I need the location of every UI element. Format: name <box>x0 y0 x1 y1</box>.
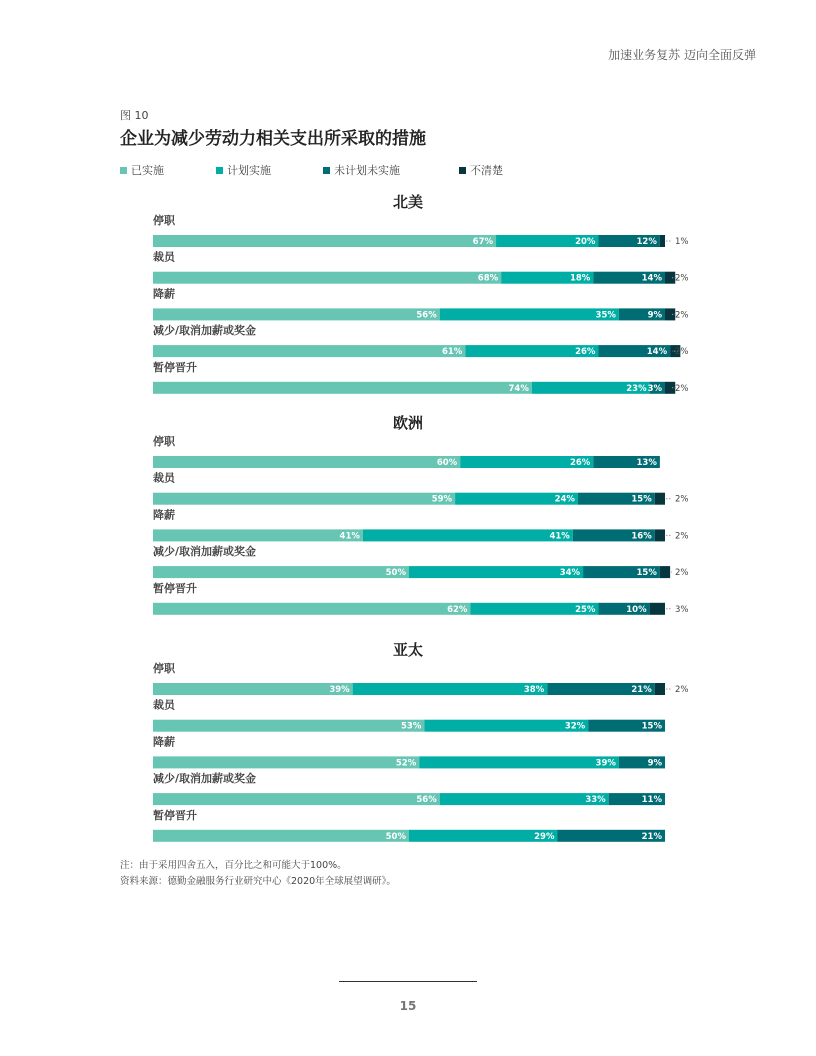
bar-segment-implemented <box>153 720 424 732</box>
data-label-implemented: 52% <box>395 758 417 769</box>
bar-segment-implemented <box>153 566 409 578</box>
data-label-implemented: 67% <box>472 237 494 247</box>
bar-segment-unsure <box>665 308 675 320</box>
data-label-planned: 25% <box>575 604 596 615</box>
bar-segment-implemented <box>153 830 409 842</box>
data-label-not-planned: 21% <box>641 831 662 842</box>
bar-segment-planned <box>440 793 609 805</box>
bar-segment-implemented <box>153 756 419 768</box>
category-label: 暂停晋升 <box>153 581 197 595</box>
footnote-source: 资料来源：德勤金融服务行业研究中心《2020年全球展望调研》。 <box>120 876 396 887</box>
data-label-implemented: 59% <box>431 494 453 505</box>
category-label: 暂停晋升 <box>153 808 197 822</box>
data-label-unsure: 2% <box>675 310 689 321</box>
data-label-not-planned: 13% <box>636 458 657 468</box>
bar-segment-implemented <box>153 272 501 284</box>
data-label-unsure: 2% <box>675 568 689 579</box>
bar-segment-implemented <box>153 793 440 805</box>
legend-label-not-planned: 未计划未实施 <box>334 164 400 177</box>
figure-number: 图 10 <box>120 109 149 122</box>
data-label-planned: 41% <box>549 531 570 542</box>
bar-segment-implemented <box>153 382 532 394</box>
bar-segment-planned <box>419 756 619 768</box>
data-label-implemented: 74% <box>508 383 529 394</box>
panel-title: 亚太 <box>392 641 424 659</box>
bar-segment-implemented <box>153 493 455 505</box>
footnote-rounding: 注：由于采用四舍五入，百分比之和可能大于100%。 <box>120 860 347 871</box>
data-label-planned: 26% <box>575 347 596 358</box>
data-label-not-planned: 9% <box>647 758 662 769</box>
data-label-planned: 18% <box>569 273 591 284</box>
bar-segment-planned <box>424 720 588 732</box>
data-label-planned: 23% <box>626 383 647 394</box>
data-label-unsure: 2% <box>675 685 689 695</box>
data-label-planned: 24% <box>554 494 575 505</box>
data-label-planned: 26% <box>569 458 591 468</box>
data-label-unsure: 2% <box>675 347 689 358</box>
bar-segment-unsure <box>665 272 675 284</box>
bar-segment-implemented <box>153 603 470 615</box>
panel-title: 北美 <box>392 193 424 211</box>
data-label-unsure: 3% <box>675 604 689 615</box>
data-label-implemented: 53% <box>401 721 422 732</box>
data-label-not-planned: 14% <box>641 273 662 284</box>
category-label: 停职 <box>153 214 175 227</box>
bar-segment-unsure <box>665 382 675 394</box>
running-header: 加速业务复苏 迈向全面反弹 <box>608 48 756 62</box>
category-label: 降薪 <box>153 287 175 301</box>
data-label-planned: 39% <box>595 758 616 769</box>
data-label-planned: 35% <box>595 310 616 321</box>
bar-segment-implemented <box>153 683 353 695</box>
data-label-implemented: 41% <box>339 531 360 542</box>
data-label-implemented: 62% <box>447 604 468 615</box>
panel-title: 欧洲 <box>392 414 424 432</box>
bar-segment-implemented <box>153 235 496 247</box>
category-label: 降薪 <box>153 735 175 749</box>
legend-label-planned: 计划实施 <box>227 164 271 177</box>
bar-segment-unsure <box>650 603 665 615</box>
data-label-not-planned: 15% <box>641 721 662 732</box>
data-label-planned: 32% <box>564 721 586 732</box>
bar-segment-unsure <box>655 493 665 505</box>
data-label-planned: 38% <box>523 685 545 695</box>
data-label-planned: 20% <box>575 237 596 247</box>
bar-segment-unsure <box>655 529 665 541</box>
data-label-implemented: 56% <box>416 795 437 806</box>
data-label-implemented: 61% <box>441 347 463 358</box>
category-label: 停职 <box>153 435 175 448</box>
data-label-unsure: 2% <box>675 494 689 505</box>
footer-rule <box>339 981 477 982</box>
category-label: 停职 <box>153 662 175 675</box>
category-label: 减少/取消加薪或奖金 <box>153 772 257 786</box>
category-label: 暂停晋升 <box>153 360 197 374</box>
page-number: 15 <box>399 999 417 1013</box>
legend-label-unsure: 不清楚 <box>470 164 503 177</box>
data-label-planned: 34% <box>559 568 581 579</box>
data-label-unsure: 2% <box>675 531 689 542</box>
data-label-implemented: 68% <box>477 273 499 284</box>
data-label-not-planned: 3% <box>647 383 662 394</box>
bar-segment-planned <box>409 566 583 578</box>
bar-segment-planned <box>440 308 619 320</box>
data-label-implemented: 56% <box>416 310 437 321</box>
footnotes <box>120 858 396 890</box>
bar-segment-planned <box>353 683 548 695</box>
bar-segment-unsure <box>655 683 665 695</box>
data-label-unsure: 2% <box>675 383 689 394</box>
category-label: 裁员 <box>153 698 175 712</box>
data-label-not-planned: 10% <box>626 604 647 615</box>
data-label-not-planned: 11% <box>641 795 662 806</box>
category-label: 减少/取消加薪或奖金 <box>153 324 257 338</box>
category-label: 裁员 <box>153 471 175 485</box>
data-label-not-planned: 12% <box>636 237 657 247</box>
category-label: 减少/取消加薪或奖金 <box>153 545 257 559</box>
figure-title: 企业为减少劳动力相关支出所采取的措施 <box>120 129 426 149</box>
bar-segment-implemented <box>153 456 460 468</box>
data-label-unsure: 2% <box>675 273 689 284</box>
data-label-implemented: 50% <box>385 568 406 579</box>
data-label-implemented: 39% <box>329 685 350 695</box>
bar-segment-unsure <box>660 235 665 247</box>
data-label-not-planned: 16% <box>631 531 652 542</box>
data-label-not-planned: 9% <box>647 310 662 321</box>
category-label: 降薪 <box>153 508 175 522</box>
data-label-not-planned: 14% <box>646 347 668 358</box>
category-label: 裁员 <box>153 250 175 264</box>
bar-segment-planned <box>363 529 573 541</box>
bar-segment-implemented <box>153 529 363 541</box>
bar-segment-implemented <box>153 345 465 357</box>
data-label-not-planned: 15% <box>636 568 657 579</box>
data-label-implemented: 60% <box>436 458 458 468</box>
bar-segment-implemented <box>153 308 440 320</box>
data-label-planned: 29% <box>534 831 555 842</box>
bar-segment-unsure <box>660 566 670 578</box>
data-label-not-planned: 21% <box>631 685 652 695</box>
legend-label-implemented: 已实施 <box>131 164 164 177</box>
data-label-unsure: 1% <box>675 237 689 247</box>
data-label-planned: 33% <box>585 795 606 806</box>
data-label-not-planned: 15% <box>631 494 652 505</box>
data-label-implemented: 50% <box>385 831 406 842</box>
